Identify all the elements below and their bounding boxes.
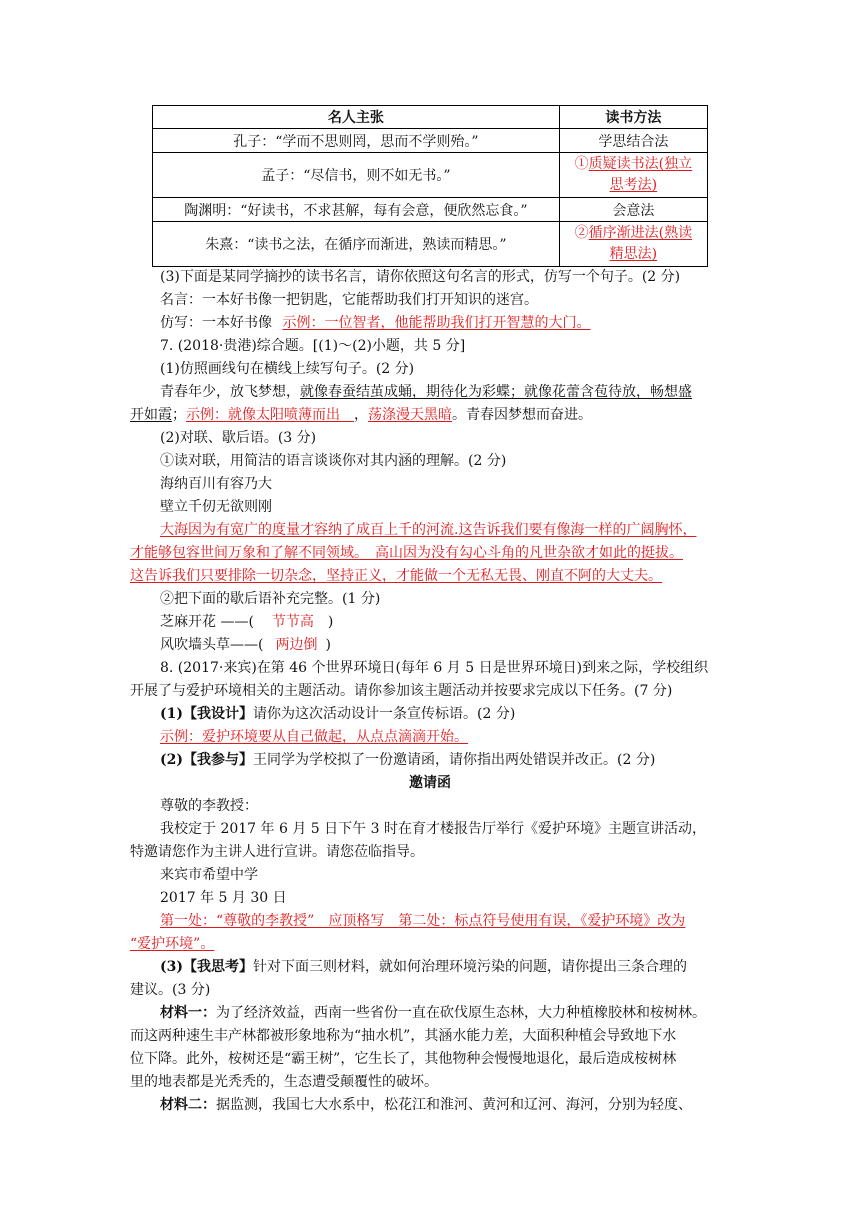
q7-part2b-prompt: ②把下面的歇后语补充完整。(1 分) xyxy=(160,591,381,607)
q7-heading: 7. (2018·贵港)综合题。[(1)～(2)小题，共 5 分] xyxy=(160,338,466,354)
invitation-greeting: 尊敬的李教授： xyxy=(160,798,258,814)
q7-part1-prompt: (1)仿照画线句在横线上续写句子。(2 分) xyxy=(160,361,415,377)
table-header-row xyxy=(153,106,708,129)
xiehouyu-suffix: ) xyxy=(325,637,331,653)
q8-task3-label: (3)【我思考】 xyxy=(160,959,253,975)
q7-text-plain: 青春年少，放飞梦想， xyxy=(160,384,300,400)
table-cell-method: 会意法 xyxy=(559,198,707,222)
q8-task1 xyxy=(160,703,515,725)
table-row xyxy=(153,153,708,198)
couplet-line-1: 海纳百川有容乃大 xyxy=(160,476,272,492)
q8-task3-text-cont: 建议。(3 分) xyxy=(130,982,211,998)
table-header-claim: 名人主张 xyxy=(153,106,560,129)
answer-number: ② xyxy=(574,225,589,241)
table-header-method: 读书方法 xyxy=(559,106,707,129)
reading-methods-table xyxy=(152,105,708,267)
invitation-body-line-1: 我校定于 2017 年 6 月 5 日下午 3 时在育才楼报告厅举行《爱护环境》主题宣讲活动， xyxy=(160,821,706,837)
q8-task2-answer-line-1: 第一处：“尊敬的李教授” 应顶格写 第二处：标点符号使用有误，《爱护环境》改为 xyxy=(160,913,686,929)
table-cell-claim: 朱熹：“读书之法，在循序而渐进，熟读而精思。” xyxy=(153,222,560,267)
answer-text: 循序渐进法(熟读 xyxy=(588,225,693,241)
material-1-line-4: 里的地表都是光秃秃的，生态遭受颠覆性的破坏。 xyxy=(130,1074,438,1090)
invitation-date: 2017 年 5 月 30 日 xyxy=(160,890,287,906)
q7-answer-2: 荡涤漫天黑暗 xyxy=(368,407,452,423)
q8-task1-text: 请你为这次活动设计一条宣传标语。(2 分) xyxy=(253,706,516,722)
table-cell-method: 学思结合法 xyxy=(559,129,707,153)
material-2-text: 据监测，我国七大水系中，松花江和淮河、黄河和辽河、海河，分别为轻度、 xyxy=(216,1097,692,1113)
q8-heading-line-1: 8. (2017·来宾)在第 46 个世界环境日(每年 6 月 5 日是世界环境日)到来之际，学校组织 xyxy=(160,660,709,676)
material-1-line-3: 位下降。此外，桉树还是“霸王树”，它生长了，其他物种会慢慢地退化，最后造成桉树林 xyxy=(130,1051,677,1067)
couplet-answer-line-2: 才能够包容世间万象和了解不同领域。 高山因为没有勾心斗角的凡世杂欲才如此的挺拔。 xyxy=(130,545,683,561)
q8-task2-answer-line-2: “爱护环境”。 xyxy=(130,936,215,952)
material-1-label: 材料一： xyxy=(160,1005,216,1021)
q3-quote: 名言：一本好书像一把钥匙，它能帮助我们打开知识的迷宫。 xyxy=(160,292,538,308)
xiehouyu-2 xyxy=(160,634,331,656)
table-cell-claim: 孔子：“学而不思则罔，思而不学则殆。” xyxy=(153,129,560,153)
q7-underlined-sentence: 开如霞 xyxy=(130,407,172,423)
q7-part1-text-cont xyxy=(130,404,592,426)
q7-underlined-sentence: 就像春蚕结茧成蛹，期待化为彩蝶；就像花蕾含苞待放，畅想盛 xyxy=(300,384,692,400)
q8-heading-line-2: 开展了与爱护环境相关的主题活动。请你参加该主题活动并按要求完成以下任务。(7 分) xyxy=(130,683,673,699)
q8-task2-label: (2)【我参与】 xyxy=(160,752,253,768)
answer-number: ① xyxy=(574,156,589,172)
q8-task3-text: 针对下面三则材料，就如何治理环境污染的问题，请你提出三条合理的 xyxy=(253,959,687,975)
xiehouyu-answer: 两边倒 xyxy=(275,637,318,653)
material-1-line-2: 而这两种速生丰产林都被形象地称为“抽水机”，其涵水能力差，大面积种植会导致地下水 xyxy=(130,1028,677,1044)
table-cell-method xyxy=(559,153,707,198)
q8-task1-label: (1)【我设计】 xyxy=(160,706,253,722)
couplet-answer-line-1: 大海因为有宽广的度量才容纳了成百上千的河流.这告诉我们要有像海一样的广阔胸怀， xyxy=(160,522,697,538)
q8-task2-text: 王同学为学校拟了一份邀请函，请你指出两处错误并改正。(2 分) xyxy=(253,752,656,768)
table-row xyxy=(153,222,708,267)
q3-imitation xyxy=(160,312,590,334)
material-1-line-1 xyxy=(160,1002,706,1024)
couplet-answer-line-3: 这告诉我们只要排除一切杂念，坚持正义，才能做一个无私无畏、刚直不阿的大丈夫。 xyxy=(130,568,662,584)
invitation-title: 邀请函 xyxy=(409,775,451,791)
q8-task2 xyxy=(160,749,655,771)
xiehouyu-prefix: 风吹墙头草——( xyxy=(160,637,264,653)
q7-part1-text xyxy=(160,381,692,403)
q7-answer-1: 示例：就像太阳喷薄而出 xyxy=(186,407,340,423)
q3-imitation-prefix: 仿写：一本好书像 xyxy=(160,315,272,331)
invitation-body-line-2: 特邀请您作为主讲人进行宣讲。请您莅临指导。 xyxy=(130,844,424,860)
xiehouyu-suffix: ) xyxy=(327,614,334,630)
xiehouyu-answer: 节节高 xyxy=(271,614,314,630)
table-cell-claim: 陶渊明：“好读书，不求甚解，每有会意，便欣然忘食。” xyxy=(153,198,560,222)
answer-text: 质疑读书法(独立 xyxy=(588,156,693,172)
q8-task3 xyxy=(160,956,687,978)
q8-task1-answer: 示例：爱护环境要从自己做起，从点点滴滴开始。 xyxy=(160,729,468,745)
xiehouyu-1 xyxy=(160,611,333,633)
table-cell-method xyxy=(559,222,707,267)
q7-text-plain: ； xyxy=(172,407,186,423)
table-row xyxy=(153,198,708,222)
material-1-text: 为了经济效益，西南一些省份一直在砍伐原生态林，大力种植橡胶林和桉树林。 xyxy=(216,1005,706,1021)
q7-part2-prompt: (2)对联、歇后语。(3 分) xyxy=(160,430,317,446)
table-row xyxy=(153,129,708,153)
q7-separator: ， xyxy=(354,407,368,423)
couplet-line-2: 壁立千仞无欲则刚 xyxy=(160,499,272,515)
xiehouyu-prefix: 芝麻开花 ——( xyxy=(160,614,254,630)
q7-part2a-prompt: ①读对联，用简洁的语言谈谈你对其内涵的理解。(2 分) xyxy=(160,453,507,469)
invitation-signature: 来宾市希望中学 xyxy=(160,867,258,883)
answer-text: 思考法) xyxy=(609,177,658,193)
table-cell-claim: 孟子：“尽信书，则不如无书。” xyxy=(153,153,560,198)
answer-text: 精思法) xyxy=(609,246,658,262)
q3-answer: 示例：一位智者，他能帮助我们打开智慧的大门。 xyxy=(282,315,591,331)
material-2-label: 材料二： xyxy=(160,1097,216,1113)
q3-prompt: (3)下面是某同学摘抄的读书名言，请你依照这句名言的形式，仿写一个句子。(2 分) xyxy=(160,269,681,285)
material-2-line-1 xyxy=(160,1094,692,1116)
q7-text-tail: 。青春因梦想而奋进。 xyxy=(452,407,592,423)
